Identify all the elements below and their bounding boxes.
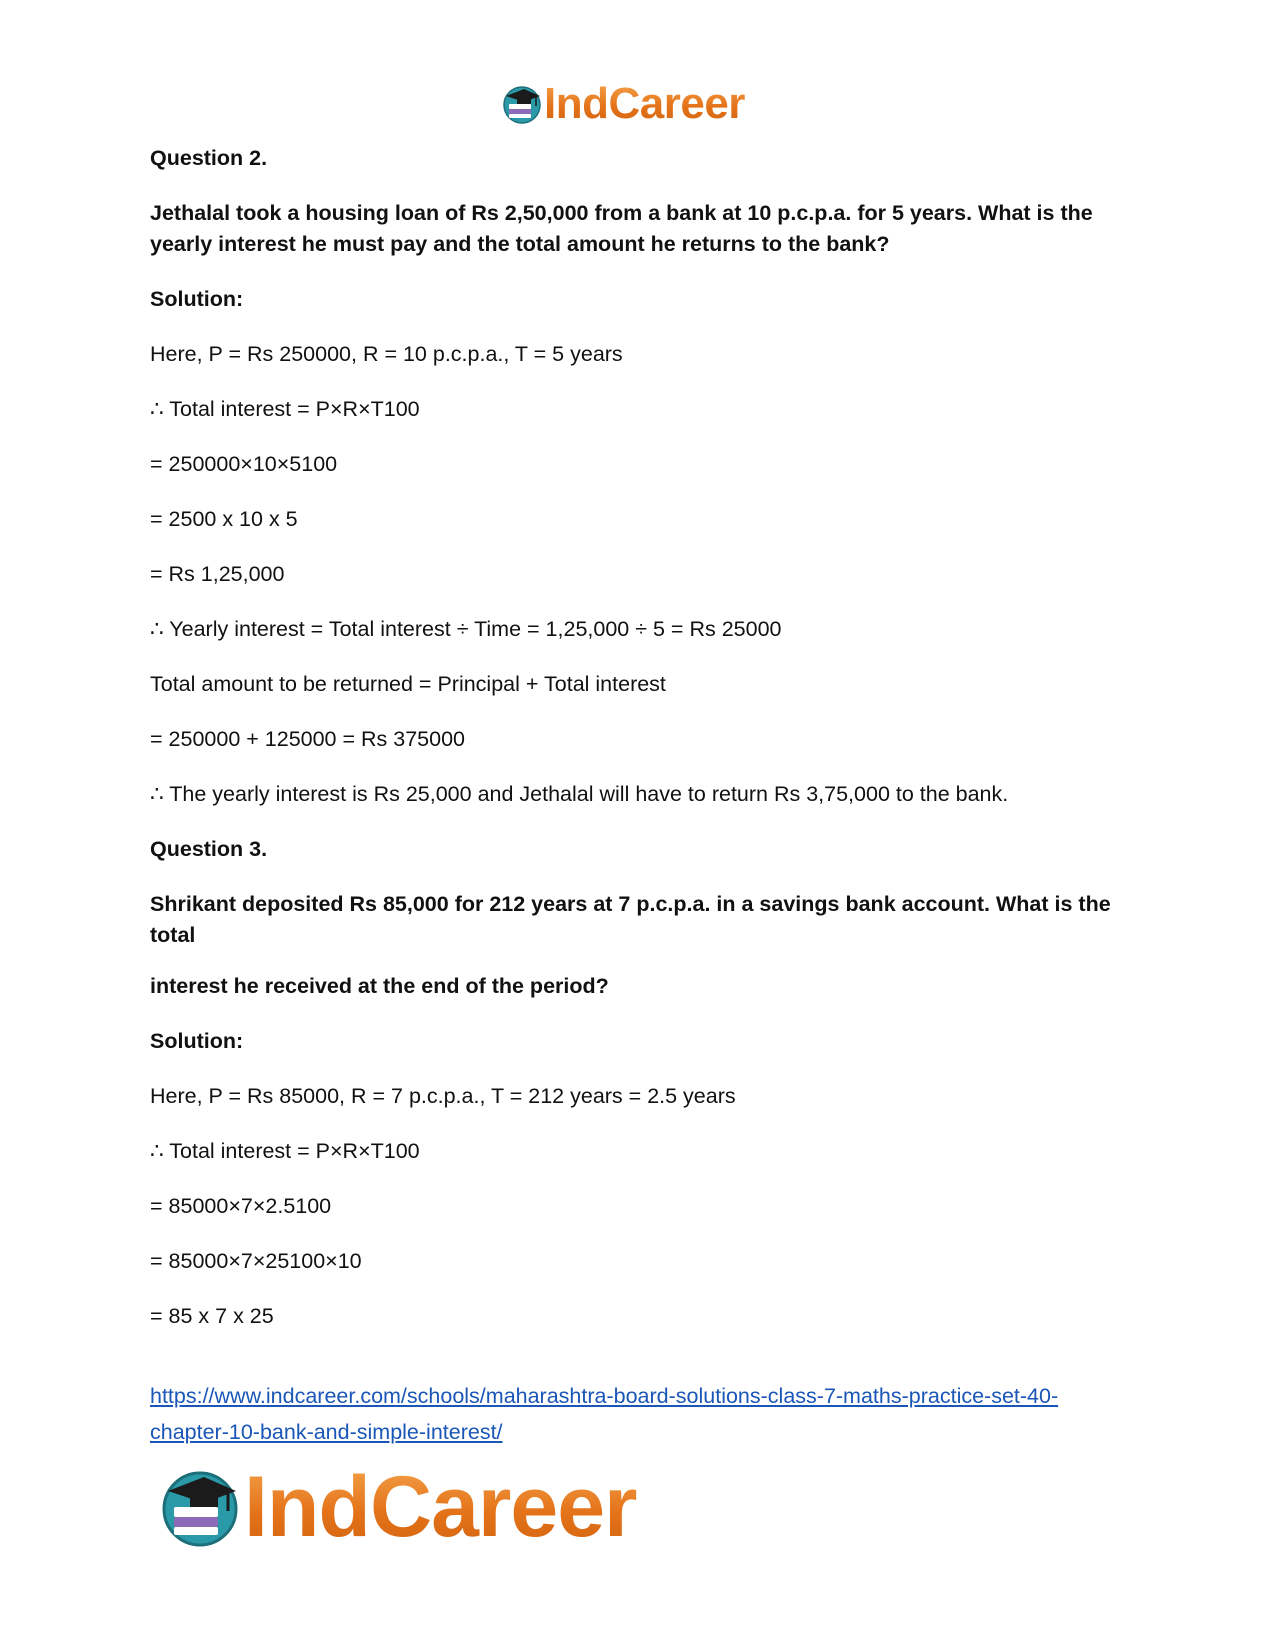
solution-line: = 85000×7×25100×10: [150, 1249, 362, 1273]
question-text: Jethalal took a housing loan of Rs 2,50,000 from a bank at 10 p.c.p.a. for 5 years. What is the yearly interest he must pay and the total amount he returns to the bank?: [150, 201, 1093, 256]
solution-line: ∴ Total interest = P×R×T100: [150, 397, 420, 421]
footer-logo: [160, 1459, 637, 1555]
solution-line: Here, P = Rs 85000, R = 7 p.c.p.a., T = 212 years = 2.5 years: [150, 1084, 736, 1108]
solution-line: Here, P = Rs 250000, R = 10 p.c.p.a., T = 5 years: [150, 342, 623, 366]
solution-line: = 2500 x 10 x 5: [150, 507, 298, 531]
solution-line: = 250000 + 125000 = Rs 375000: [150, 727, 466, 751]
header-logo: [502, 80, 745, 128]
document-body: [150, 143, 1130, 1356]
solution-line: ∴ Yearly interest = Total interest ÷ Time = 1,25,000 ÷ 5 = Rs 25000: [150, 617, 782, 641]
solution-conclusion: ∴ The yearly interest is Rs 25,000 and Jethalal will have to return Rs 3,75,000 to the bank.: [150, 782, 1009, 806]
question-heading: Question 3.: [150, 837, 268, 861]
graduation-cap-book-icon: [160, 1467, 240, 1547]
solution-line: = Rs 1,25,000: [150, 562, 285, 586]
logo-wordmark: IndCareer: [244, 1459, 637, 1555]
solution-line: ∴ Total interest = P×R×T100: [150, 1139, 420, 1163]
solution-line: = 85000×7×2.5100: [150, 1194, 332, 1218]
source-link[interactable]: https://www.indcareer.com/schools/maharashtra-board-solutions-class-7-maths-practice-set-40-chapter-10-bank-and-simple-interest/: [150, 1384, 1059, 1444]
solution-heading: Solution:: [150, 287, 244, 311]
question-text-continued: interest he received at the end of the period?: [150, 974, 609, 998]
logo-wordmark: IndCareer: [544, 79, 745, 128]
solution-line: Total amount to be returned = Principal + Total interest: [150, 672, 666, 696]
graduation-cap-book-icon: [502, 84, 542, 124]
question-text: Shrikant deposited Rs 85,000 for 212 years at 7 p.c.p.a. in a savings bank account. What is the total: [150, 892, 1111, 947]
solution-line: = 85 x 7 x 25: [150, 1304, 274, 1328]
solution-heading: Solution:: [150, 1029, 244, 1053]
solution-line: = 250000×10×5100: [150, 452, 338, 476]
question-heading: Question 2.: [150, 146, 268, 170]
